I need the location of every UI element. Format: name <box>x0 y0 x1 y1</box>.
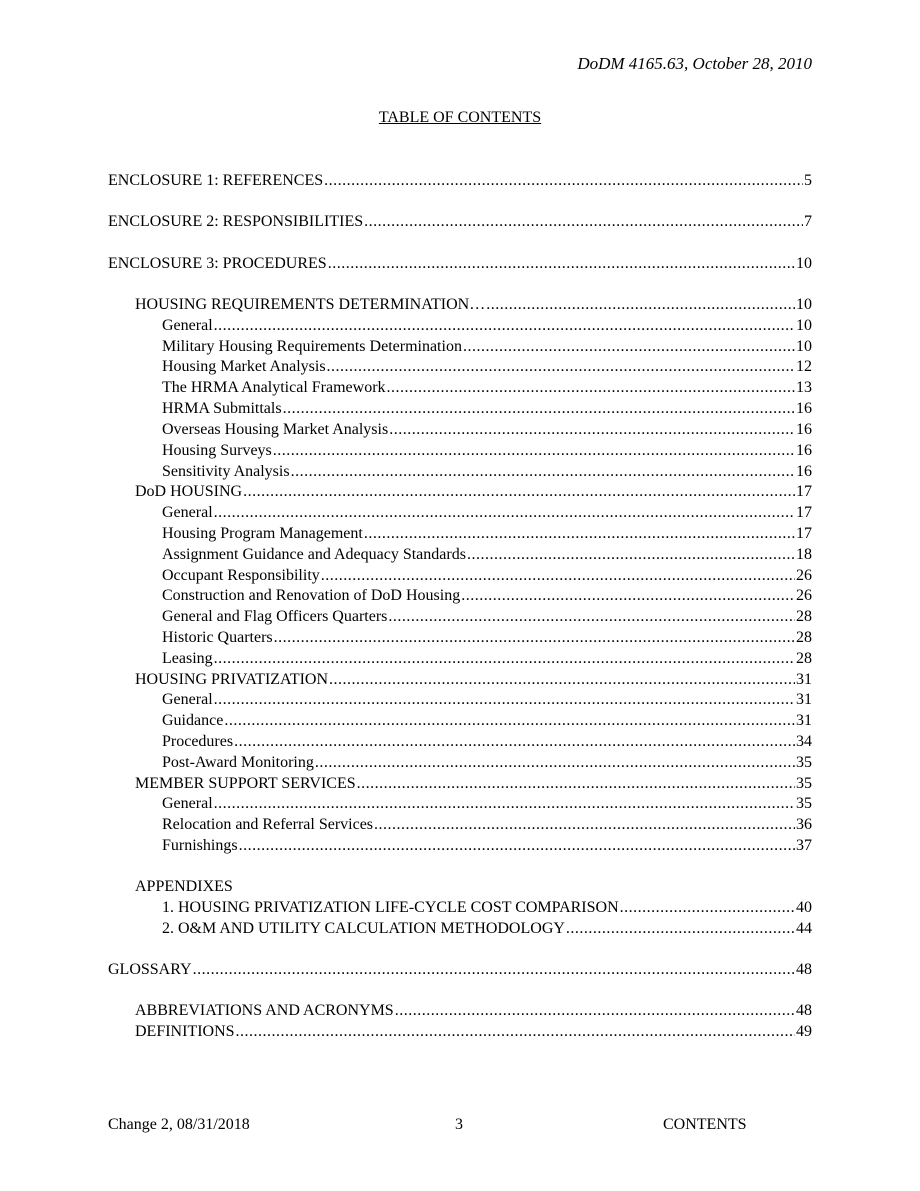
toc-entry-housing-surveys[interactable]: Housing Surveys ..... 16 <box>162 441 812 461</box>
toc-entry-post-award-monitoring[interactable]: Post-Award Monitoring ..... 35 <box>162 753 812 773</box>
toc-entry-appendix-2[interactable]: 2. O&M AND UTILITY CALCULATION METHODOLOGY ..... 44 <box>162 919 812 939</box>
toc-entry-dod-housing[interactable]: DoD HOUSING ..... 17 <box>135 482 812 502</box>
toc-entry-hrd-general[interactable]: General ..... 10 <box>162 316 812 336</box>
toc-entry-privatization-guidance[interactable]: Guidance ..... 31 <box>162 711 812 731</box>
toc-entry-member-support-services[interactable]: MEMBER SUPPORT SERVICES ..... 35 <box>135 774 812 794</box>
toc-entry-mss-general[interactable]: General ..... 35 <box>162 794 812 814</box>
toc-entry-housing-requirements[interactable]: HOUSING REQUIREMENTS DETERMINATION… ..... 10 <box>135 295 812 315</box>
page-title: TABLE OF CONTENTS <box>378 109 542 126</box>
toc-entry-leasing[interactable]: Leasing ..... 28 <box>162 649 812 669</box>
toc-entry-housing-privatization[interactable]: HOUSING PRIVATIZATION ..... 31 <box>135 670 812 690</box>
document-id-header: DoDM 4165.63, October 28, 2010 <box>577 54 812 73</box>
toc-entry-hrma-framework[interactable]: The HRMA Analytical Framework ..... 13 <box>162 378 812 398</box>
toc-entry-abbreviations[interactable]: ABBREVIATIONS AND ACRONYMS ..... 48 <box>135 1001 812 1021</box>
footer-change-note: Change 2, 08/31/2018 <box>108 1116 250 1133</box>
toc-entry-relocation-referral[interactable]: Relocation and Referral Services ..... 36 <box>162 815 812 835</box>
toc-entry-glossary[interactable]: GLOSSARY ..... 48 <box>108 960 812 980</box>
footer-section-label: CONTENTS <box>663 1116 747 1133</box>
toc-entry-sensitivity-analysis[interactable]: Sensitivity Analysis ..... 16 <box>162 462 812 482</box>
toc-entry-housing-program-management[interactable]: Housing Program Management ..... 17 <box>162 524 812 544</box>
toc-entry-appendix-1[interactable]: 1. HOUSING PRIVATIZATION LIFE-CYCLE COST COMPARISON ..... 40 <box>162 898 812 918</box>
toc-entry-furnishings[interactable]: Furnishings ..... 37 <box>162 836 812 856</box>
toc-entry-historic-quarters[interactable]: Historic Quarters ..... 28 <box>162 628 812 648</box>
footer-page-number: 3 <box>455 1116 463 1133</box>
toc-entry-definitions[interactable]: DEFINITIONS ..... 49 <box>135 1022 812 1042</box>
toc-entry-enclosure-2[interactable]: ENCLOSURE 2: RESPONSIBILITIES ..... 7 <box>108 212 812 232</box>
toc-entry-privatization-procedures[interactable]: Procedures ..... 34 <box>162 732 812 752</box>
toc-entry-housing-market-analysis[interactable]: Housing Market Analysis ..... 12 <box>162 357 812 377</box>
toc-entry-occupant-responsibility[interactable]: Occupant Responsibility ..... 26 <box>162 566 812 586</box>
toc-entry-overseas-market-analysis[interactable]: Overseas Housing Market Analysis ..... 16 <box>162 420 812 440</box>
toc-entry-dod-general[interactable]: General ..... 17 <box>162 503 812 523</box>
toc-entry-enclosure-3[interactable]: ENCLOSURE 3: PROCEDURES ..... 10 <box>108 254 812 274</box>
toc-entry-hrma-submittals[interactable]: HRMA Submittals ..... 16 <box>162 399 812 419</box>
toc-entry-construction-renovation[interactable]: Construction and Renovation of DoD Housing ..... 26 <box>162 586 812 606</box>
appendixes-heading: APPENDIXES <box>135 878 233 895</box>
toc-entry-flag-officers-quarters[interactable]: General and Flag Officers Quarters ..... 28 <box>162 607 812 627</box>
toc-entry-military-housing-requirements[interactable]: Military Housing Requirements Determination ..... 10 <box>162 337 812 357</box>
toc-entry-enclosure-1[interactable]: ENCLOSURE 1: REFERENCES ..... 5 <box>108 171 812 191</box>
toc-entry-assignment-guidance[interactable]: Assignment Guidance and Adequacy Standards ..... 18 <box>162 545 812 565</box>
toc-entry-privatization-general[interactable]: General ..... 31 <box>162 690 812 710</box>
